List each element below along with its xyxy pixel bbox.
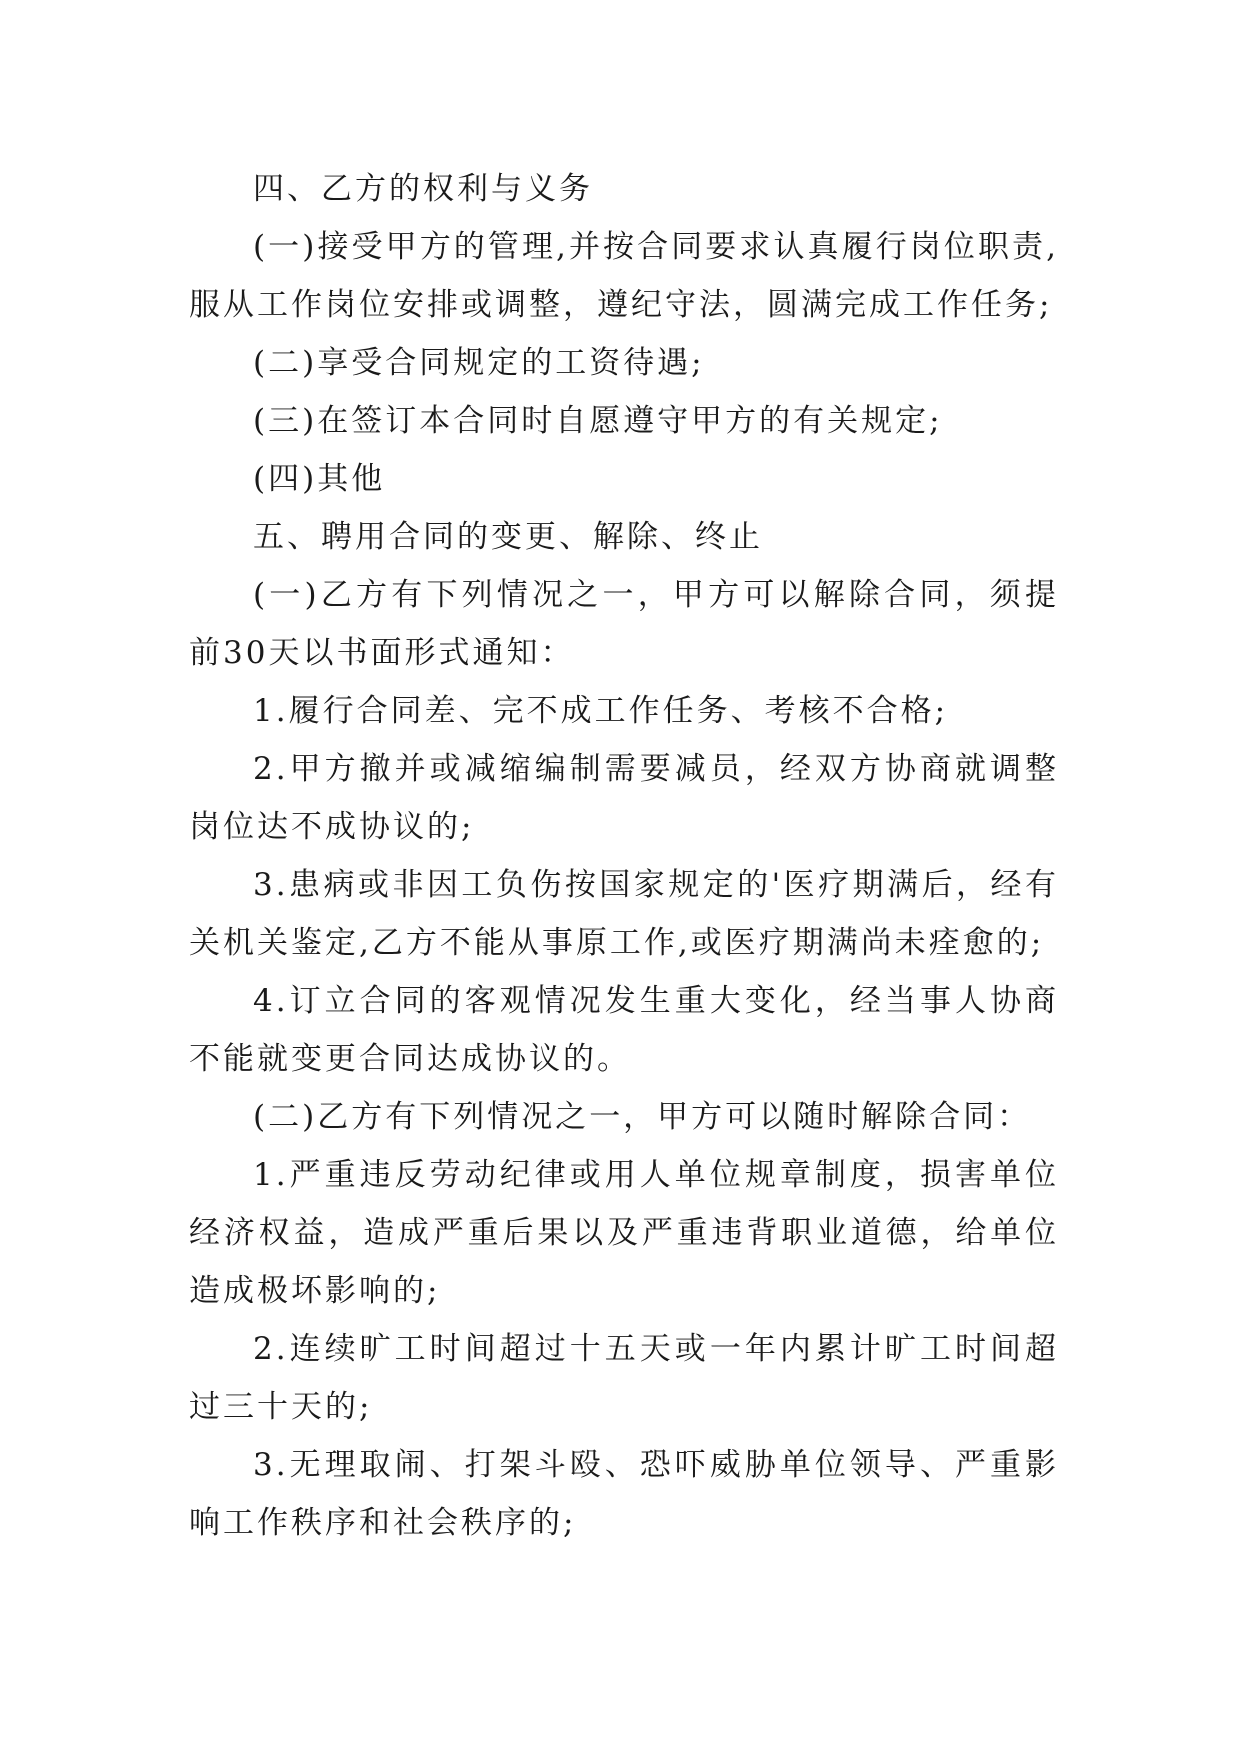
- paragraph-clause: (一)接受甲方的管理,并按合同要求认真履行岗位职责,服从工作岗位安排或调整，遵纪守法，圆满完成工作任务;: [189, 229, 1059, 323]
- paragraph-item: 1.履行合同差、完不成工作任务、考核不合格;: [253, 693, 949, 729]
- paragraph-clause: (二)乙方有下列情况之一，甲方可以随时解除合同：: [253, 1099, 1032, 1135]
- paragraph-item: 3.患病或非因工负伤按国家规定的'医疗期满后，经有关机关鉴定,乙方不能从事原工作,或医疗期满尚未痊愈的;: [189, 867, 1059, 961]
- paragraph-item: 2.甲方撤并或减缩编制需要减员，经双方协商就调整岗位达不成协议的;: [189, 751, 1059, 845]
- paragraph-clause: (三)在签订本合同时自愿遵守甲方的有关规定;: [253, 403, 943, 439]
- paragraph-item: 3.无理取闹、打架斗殴、恐吓威胁单位领导、严重影响工作秩序和社会秩序的;: [189, 1447, 1059, 1541]
- section-heading-contract-change: 五、聘用合同的变更、解除、终止: [253, 519, 763, 555]
- paragraph-item: 4.订立合同的客观情况发生重大变化，经当事人协商不能就变更合同达成协议的。: [189, 983, 1059, 1077]
- paragraph-clause: (二)享受合同规定的工资待遇;: [253, 345, 705, 381]
- document-body: [189, 160, 1059, 1552]
- section-heading-rights-obligations: 四、乙方的权利与义务: [253, 171, 593, 207]
- paragraph-item: 1.严重违反劳动纪律或用人单位规章制度，损害单位经济权益，造成严重后果以及严重违背职业道德，给单位造成极坏影响的;: [189, 1157, 1059, 1309]
- paragraph-item: 2.连续旷工时间超过十五天或一年内累计旷工时间超过三十天的;: [189, 1331, 1059, 1425]
- paragraph-clause: (四)其他: [253, 461, 386, 497]
- paragraph-clause: (一)乙方有下列情况之一，甲方可以解除合同，须提前30天以书面形式通知：: [189, 577, 1059, 671]
